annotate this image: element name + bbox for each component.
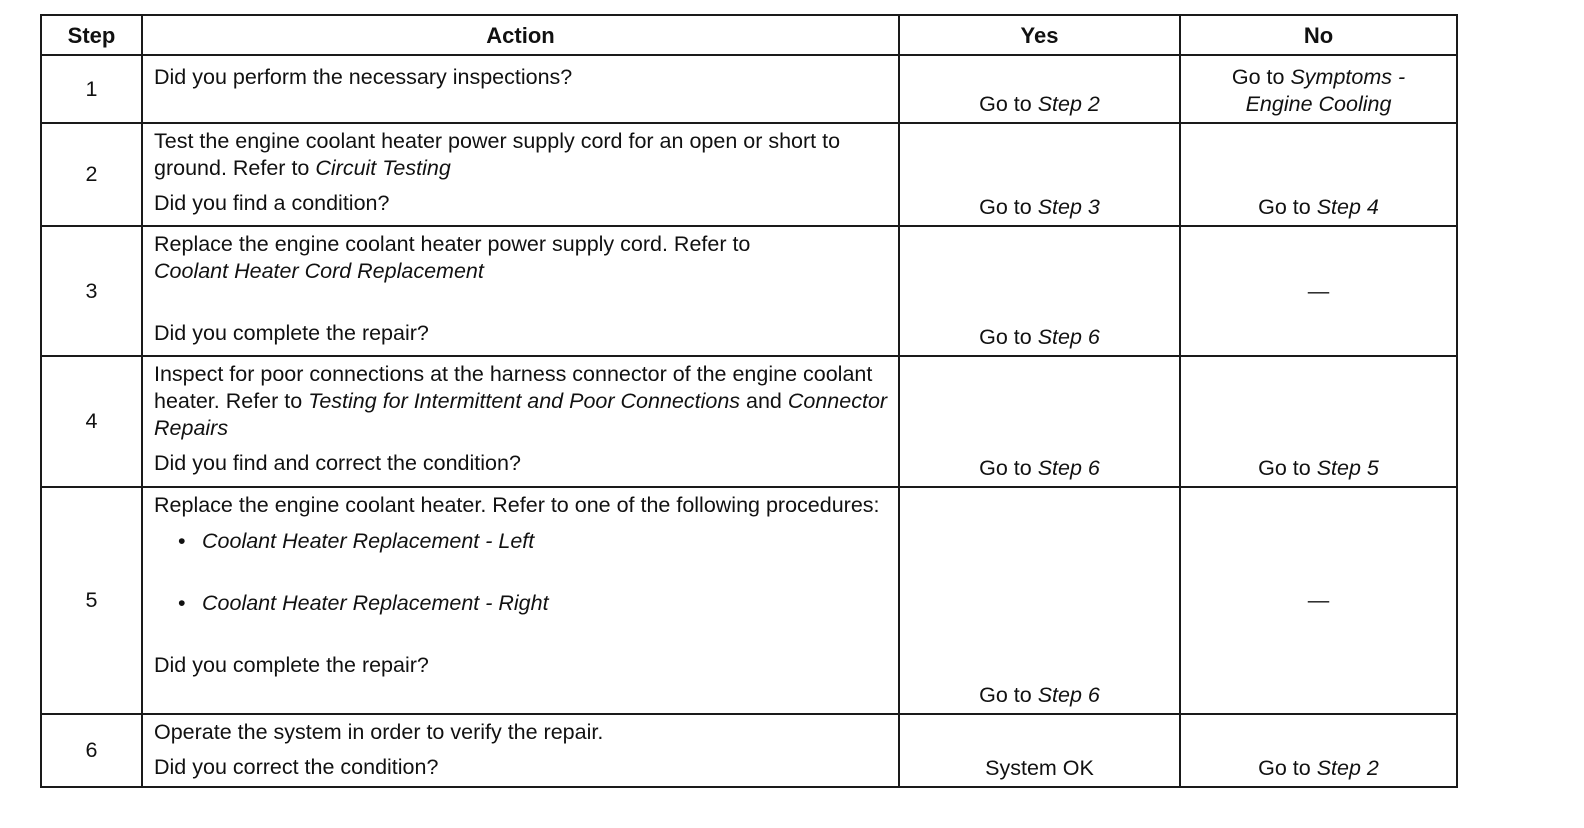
no-step-ref: Step 4: [1316, 195, 1379, 219]
action-question: Did you complete the repair?: [154, 653, 429, 677]
yes-cell: [899, 714, 1180, 787]
step-number: 5: [41, 487, 142, 714]
step-number: 1: [41, 55, 142, 123]
no-cell: [1180, 356, 1457, 487]
no-dash: —: [1307, 588, 1330, 612]
diagnostic-table: [40, 14, 1458, 788]
no-cell: [1180, 55, 1457, 123]
bullet-icon: •: [178, 591, 186, 615]
no-cell: [1180, 123, 1457, 226]
yes-step-ref: Step 6: [1037, 325, 1100, 349]
no-ref-symptoms: Symptoms -: [1290, 65, 1406, 89]
action-question: Did you complete the repair?: [154, 321, 429, 345]
header-row: [41, 15, 1457, 55]
yes-step-ref: Step 3: [1037, 195, 1100, 219]
header-yes: Yes: [899, 15, 1180, 55]
action-cell: [142, 226, 899, 356]
no-prefix: Go to: [1231, 65, 1291, 89]
yes-prefix: Go to: [979, 195, 1038, 219]
table-row: [41, 356, 1457, 487]
action-instruction: Replace the engine coolant heater power supply cord. Refer to Coolant Heater Cord Replacement: [154, 232, 751, 283]
step-number: 6: [41, 714, 142, 787]
yes-cell: [899, 123, 1180, 226]
no-prefix: Go to: [1258, 756, 1317, 780]
yes-prefix: Go to: [979, 325, 1038, 349]
no-ref-engine-cooling: Engine Cooling: [1245, 92, 1392, 116]
yes-cell: [899, 356, 1180, 487]
procedure-list: [154, 528, 888, 617]
action-instruction: Test the engine coolant heater power supply cord for an open or short to ground. Refer to Circuit Testing: [154, 129, 841, 180]
action-instruction: Inspect for poor connections at the harness connector of the engine coolant heater. Refer to Testing for Intermittent and Poor Connections and Connector Repairs: [154, 362, 888, 440]
no-dash: —: [1307, 278, 1330, 303]
table-row: [41, 123, 1457, 226]
yes-step-ref: Step 6: [1037, 683, 1100, 707]
action-ref: Circuit Testing: [315, 156, 451, 180]
action-instruction: Operate the system in order to verify the repair.: [154, 720, 604, 744]
no-cell: [1180, 487, 1457, 714]
step-number: 4: [41, 356, 142, 487]
table-row: [41, 487, 1457, 714]
action-ref: Coolant Heater Cord Replacement: [154, 259, 484, 283]
list-item: [154, 528, 888, 555]
action-question: Did you find a condition?: [154, 191, 390, 215]
list-item: [154, 590, 888, 617]
bullet-icon: •: [178, 529, 186, 553]
step-number: 2: [41, 123, 142, 226]
action-ref-intermittent: Testing for Intermittent and Poor Connections: [308, 389, 741, 413]
yes-cell: [899, 55, 1180, 123]
no-cell: [1180, 714, 1457, 787]
no-step-ref: Step 2: [1316, 756, 1379, 780]
action-ref-connector-repairs: Connector Repairs: [154, 389, 888, 440]
header-action: Action: [142, 15, 899, 55]
action-cell: [142, 356, 899, 487]
action-instruction: Replace the engine coolant heater. Refer to one of the following procedures:: [154, 493, 880, 517]
action-cell: [142, 123, 899, 226]
yes-prefix: Go to: [979, 683, 1038, 707]
no-step-ref: Step 5: [1316, 456, 1379, 480]
yes-cell: [899, 226, 1180, 356]
yes-step-ref: Step 2: [1037, 92, 1100, 116]
yes-step-ref: Step 6: [1037, 456, 1100, 480]
action-cell: [142, 55, 899, 123]
action-cell: [142, 487, 899, 714]
no-cell: [1180, 226, 1457, 356]
header-no: No: [1180, 15, 1457, 55]
yes-prefix: Go to: [979, 456, 1038, 480]
action-question: Did you correct the condition?: [154, 755, 439, 779]
no-prefix: Go to: [1258, 195, 1317, 219]
yes-cell: [899, 487, 1180, 714]
header-step: Step: [41, 15, 142, 55]
table-row: [41, 55, 1457, 123]
procedure-ref: Coolant Heater Replacement - Left: [202, 529, 535, 553]
yes-prefix: Go to: [979, 92, 1038, 116]
yes-system-ok: System OK: [985, 756, 1094, 780]
procedure-ref: Coolant Heater Replacement - Right: [202, 591, 549, 615]
step-number: 3: [41, 226, 142, 356]
action-question: Did you find and correct the condition?: [154, 451, 521, 475]
table-row: [41, 714, 1457, 787]
action-cell: [142, 714, 899, 787]
action-question: Did you perform the necessary inspections?: [154, 65, 573, 89]
no-prefix: Go to: [1258, 456, 1317, 480]
table-row: [41, 226, 1457, 356]
